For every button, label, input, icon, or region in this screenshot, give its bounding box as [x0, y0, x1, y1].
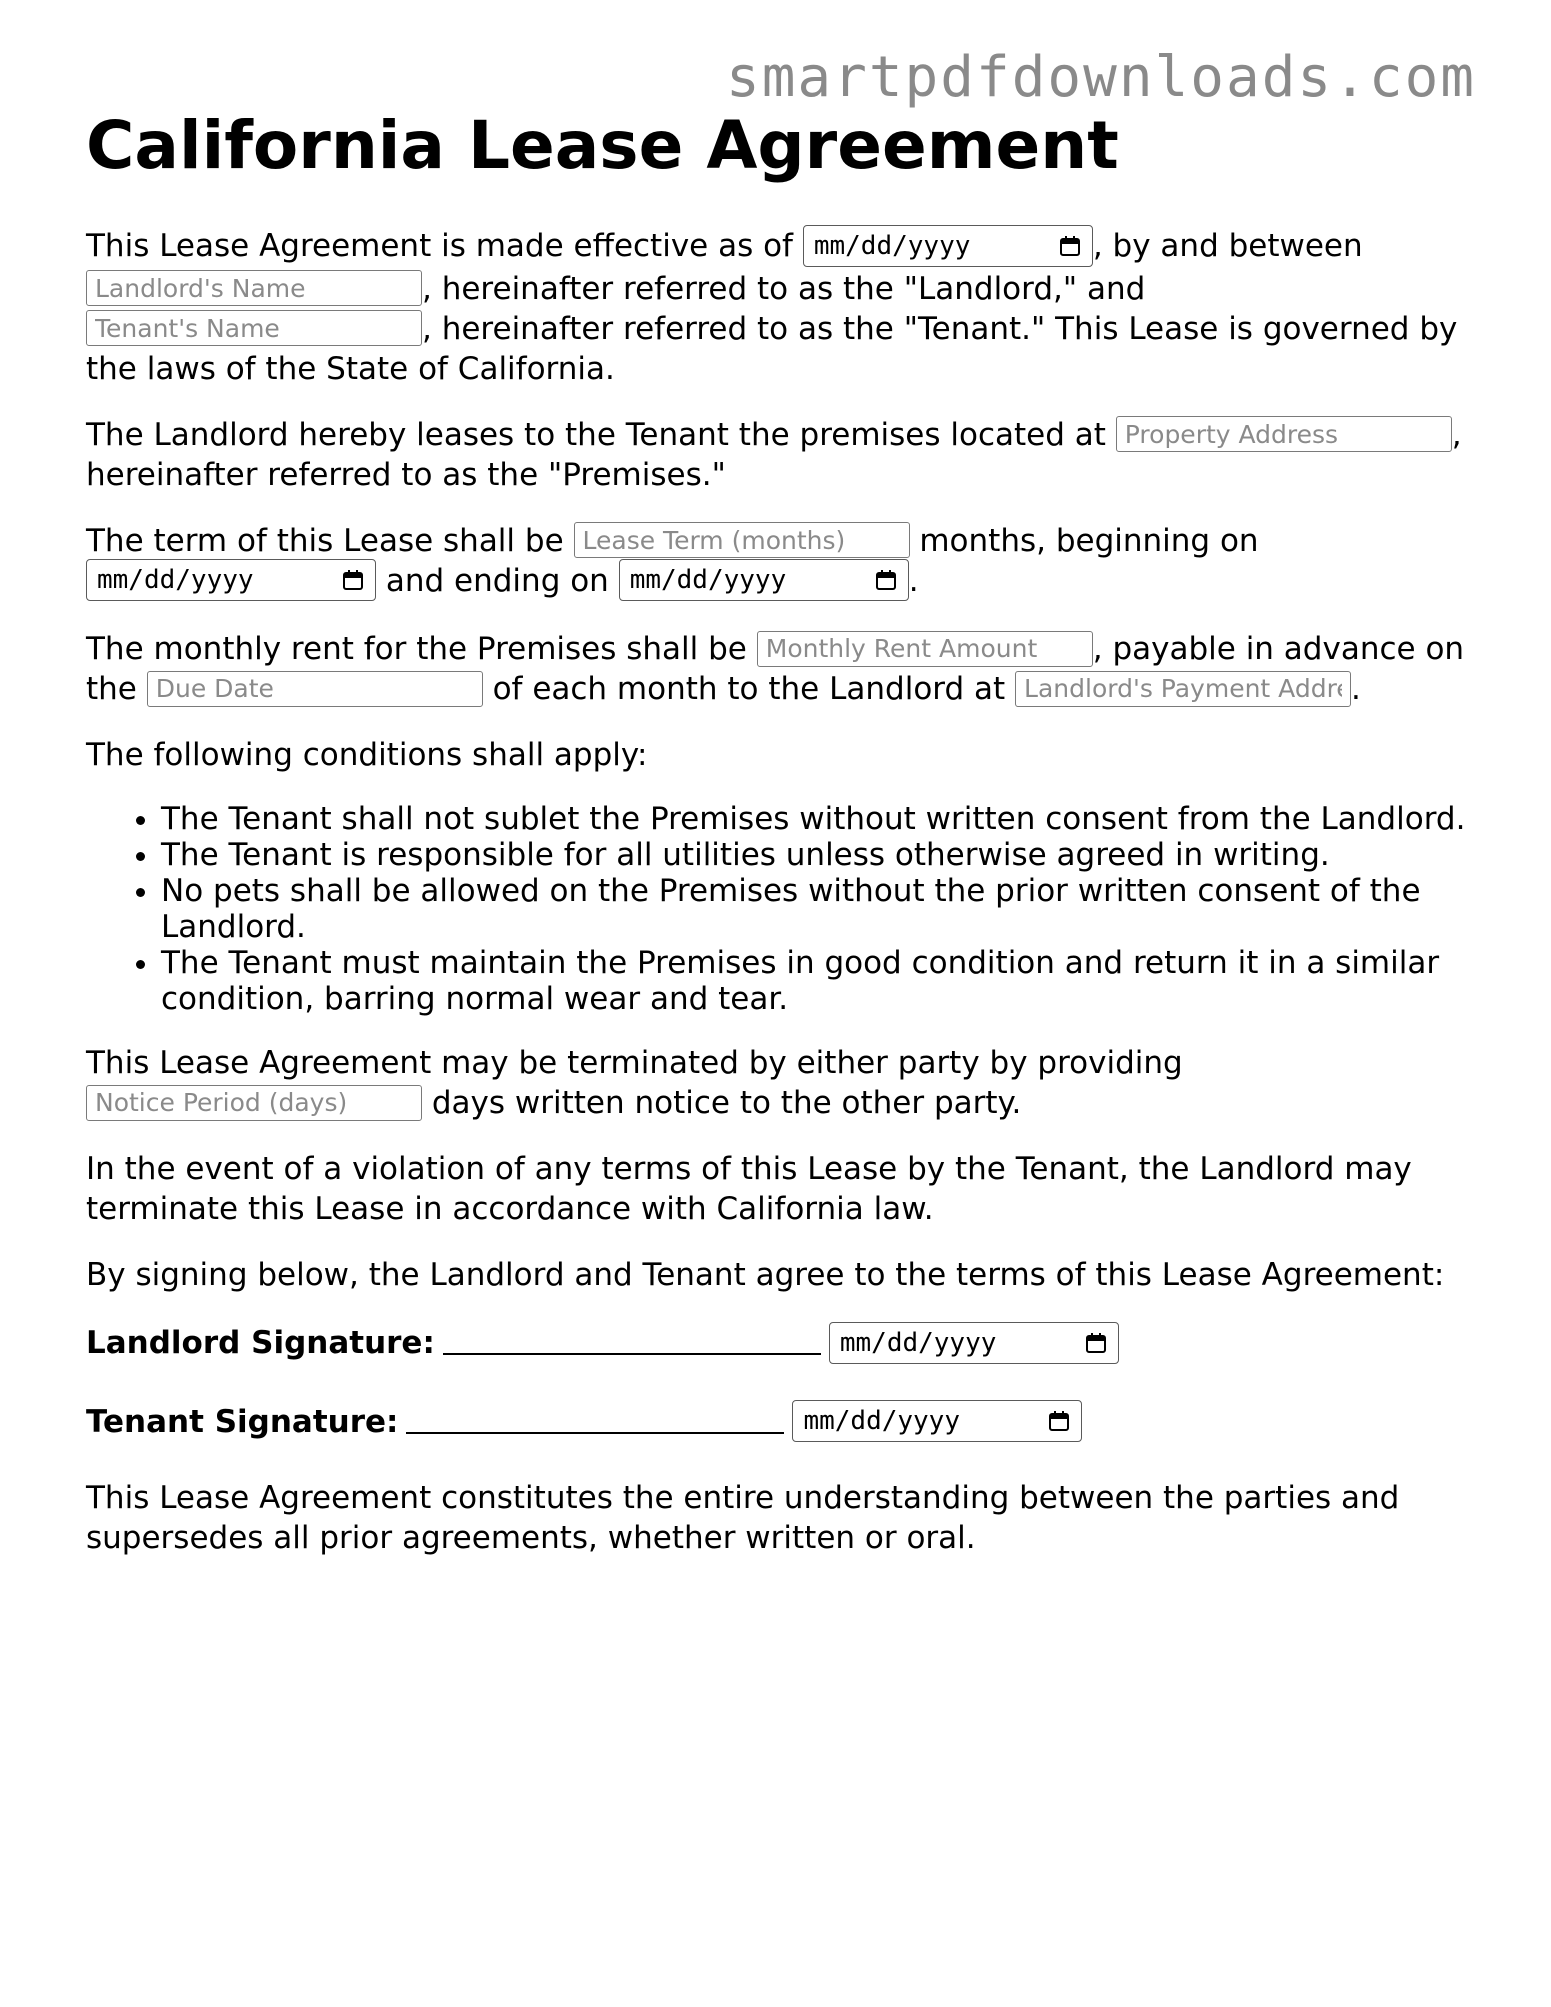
termination-paragraph [86, 1043, 1466, 1123]
date-placeholder: mm/dd/yyyy [803, 1406, 960, 1436]
list-item: • No pets shall be allowed on the Premises without the prior written consent of the Landlord. [161, 873, 1466, 945]
monthly-rent-input[interactable] [757, 631, 1093, 667]
termination-text-2: days written notice to the other party. [422, 1085, 1022, 1121]
date-placeholder: mm/dd/yyyy [97, 565, 254, 595]
tenant-signature-date-input[interactable] [792, 1400, 1082, 1442]
rent-text-4: . [1351, 671, 1361, 707]
lease-term-input[interactable] [574, 522, 910, 558]
list-item: • The Tenant is responsible for all utilities unless otherwise agreed in writing. [161, 837, 1466, 873]
property-address-input[interactable] [1116, 416, 1452, 452]
tenant-signature-row [86, 1400, 1466, 1445]
conditions-intro: The following conditions shall apply: [86, 737, 648, 773]
start-date-input[interactable] [86, 559, 376, 601]
calendar-icon[interactable] [341, 568, 365, 592]
list-item: • The Tenant shall not sublet the Premises without written consent from the Landlord. [161, 801, 1466, 837]
due-date-input[interactable] [147, 671, 483, 707]
rent-text-2: , payable in advance on the [86, 631, 1465, 707]
date-placeholder: mm/dd/yyyy [813, 230, 971, 261]
term-text-4: . [908, 562, 919, 599]
intro-text-3: , hereinafter referred to as the "Landlord," and [422, 270, 1146, 307]
termination-text-1: This Lease Agreement may be terminated by either party by providing [86, 1045, 1183, 1081]
premises-text-2: , hereinafter referred to as the "Premises." [86, 416, 1462, 493]
signing-intro: By signing below, the Landlord and Tenant agree to the terms of this Lease Agreement: [86, 1257, 1445, 1293]
tenant-signature-line[interactable] [406, 1402, 784, 1434]
landlord-name-input[interactable] [86, 270, 422, 306]
calendar-icon[interactable] [1084, 1331, 1108, 1355]
calendar-icon[interactable] [1047, 1409, 1071, 1433]
payment-address-input[interactable] [1015, 671, 1351, 707]
rent-paragraph [86, 629, 1466, 709]
violation-paragraph: In the event of a violation of any terms of this Lease by the Tenant, the Landlord may terminate this Lease in accordance with California law. [86, 1151, 1412, 1227]
calendar-icon[interactable] [1058, 234, 1082, 258]
tenant-name-input[interactable] [86, 310, 422, 346]
notice-period-input[interactable] [86, 1085, 422, 1121]
intro-text-4: , hereinafter referred to as the "Tenant." This Lease is governed by the laws of the State of California. [86, 310, 1458, 387]
date-placeholder: mm/dd/yyyy [629, 565, 787, 595]
term-text-3: and ending on [376, 562, 619, 599]
rent-text-1: The monthly rent for the Premises shall be [86, 631, 757, 667]
date-placeholder: mm/dd/yyyy [839, 1327, 997, 1358]
calendar-icon[interactable] [874, 568, 898, 592]
term-paragraph [86, 521, 1466, 604]
premises-text-1: The Landlord hereby leases to the Tenant the premises located at [86, 416, 1116, 453]
term-text-2: months, beginning on [909, 522, 1259, 559]
landlord-signature-row [86, 1321, 1466, 1366]
intro-text-1: This Lease Agreement is made effective as of [86, 228, 803, 264]
lease-document [86, 108, 1466, 1584]
end-date-input[interactable] [619, 559, 909, 601]
intro-text-2: , by and between [1092, 228, 1363, 264]
closing-paragraph: This Lease Agreement constitutes the entire understanding between the parties and supersedes all prior agreements, whether written or oral. [86, 1480, 1400, 1556]
landlord-signature-date-input[interactable] [829, 1322, 1119, 1364]
tenant-signature-label: Tenant Signature: [86, 1403, 399, 1440]
rent-text-3: of each month to the Landlord at [482, 671, 1016, 707]
landlord-signature-line[interactable] [443, 1323, 821, 1355]
term-text-1: The term of this Lease shall be [86, 522, 574, 559]
conditions-list [86, 801, 1466, 1017]
landlord-signature-label: Landlord Signature: [86, 1325, 435, 1361]
intro-paragraph [86, 226, 1466, 389]
effective-date-input[interactable] [803, 225, 1093, 267]
watermark: smartpdfdownloads.com [725, 45, 1476, 110]
list-item: • The Tenant must maintain the Premises in good condition and return it in a similar condition, barring normal wear and tear. [161, 945, 1466, 1017]
premises-paragraph [86, 415, 1466, 495]
page-title: California Lease Agreement [86, 107, 1119, 184]
